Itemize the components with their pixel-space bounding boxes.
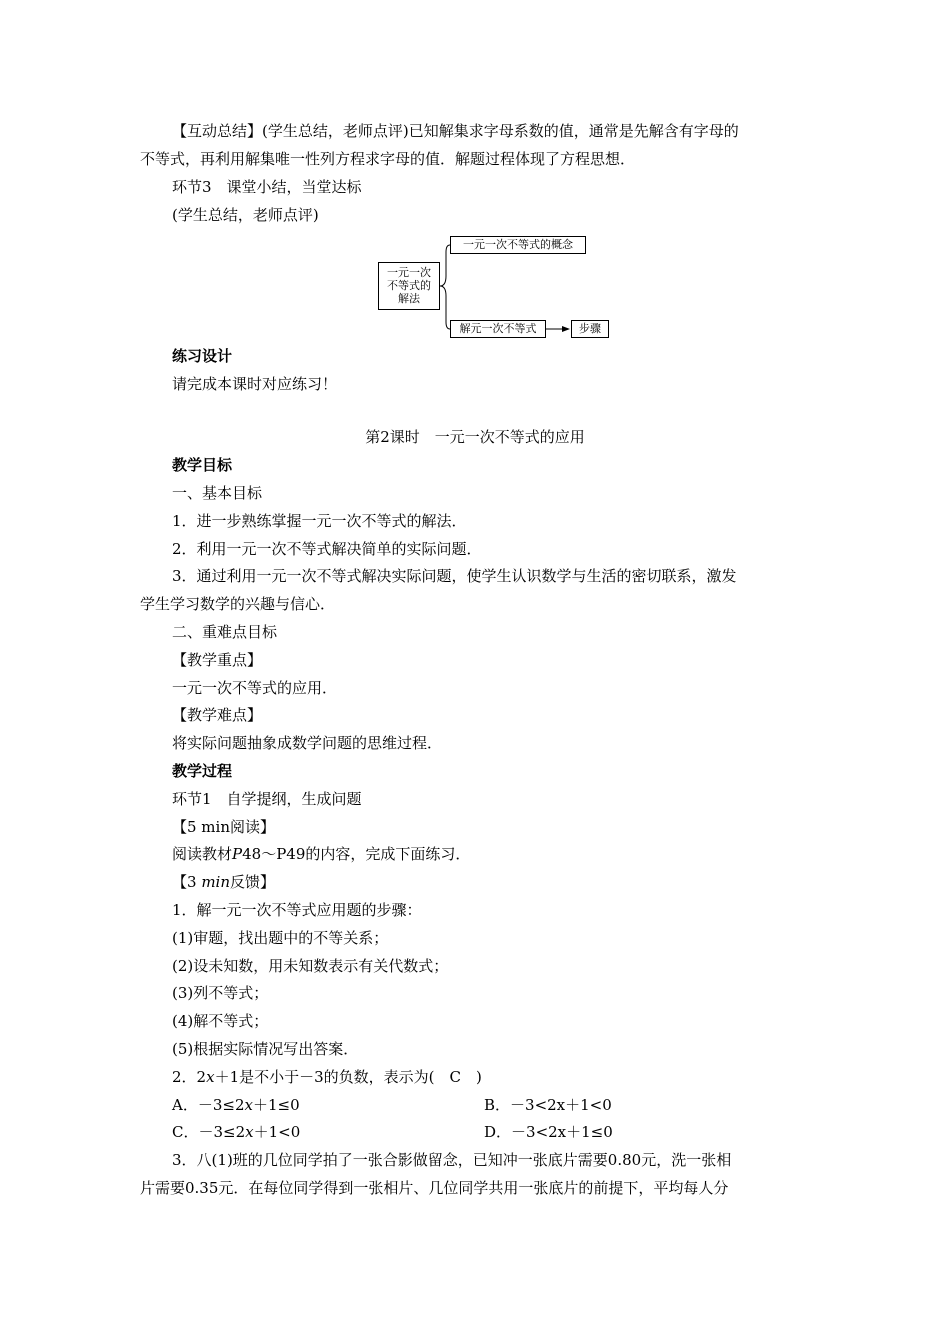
practice-heading: 练习设计 <box>172 347 233 365</box>
option-b: B．－3<2x＋1<0 <box>484 1096 612 1114</box>
feedback-post: 反馈】 <box>230 873 276 891</box>
step-5: (5)根据实际情况写出答案． <box>172 1040 359 1058</box>
diagram-main-line-2: 不等式的 <box>387 279 431 292</box>
question-3-line-1: 3．八(1)班的几位同学拍了一张合影做留念，已知冲一张底片需要0.80元，洗一张相 <box>172 1151 732 1169</box>
process-heading: 教学过程 <box>172 762 233 780</box>
difficulty-text: 将实际问题抽象成数学问题的思维过程． <box>172 734 443 752</box>
question-1: 1．解一元一次不等式应用题的步骤： <box>172 901 422 919</box>
goal-3-line-2: 学生学习数学的兴趣与信心． <box>140 595 336 613</box>
feedback-min: min <box>201 873 230 891</box>
diagram-concept-box: 一元一次不等式的概念 <box>450 236 586 254</box>
option-a <box>172 1096 300 1114</box>
options-row-2 <box>172 1122 852 1142</box>
option-a-pre: A．－3≤2 <box>172 1096 245 1114</box>
goal-2: 2．利用一元一次不等式解决简单的实际问题． <box>172 540 482 558</box>
diagram-main-box <box>378 262 440 310</box>
basic-goals-heading: 一、基本目标 <box>172 484 263 502</box>
q2-pre: 2．2 <box>172 1068 207 1086</box>
difficulty-heading: 【教学难点】 <box>172 706 263 724</box>
step-4: (4)解不等式； <box>172 1012 269 1030</box>
key-goals-heading: 二、重难点目标 <box>172 623 278 641</box>
option-a-var: x <box>244 1096 253 1114</box>
summary-line-2: 不等式，再利用解集唯一性列方程求字母的值．解题过程体现了方程思想． <box>140 150 636 168</box>
step-2: (2)设未知数，用未知数表示有关代数式； <box>172 957 449 975</box>
q2-var: x <box>206 1068 215 1086</box>
section-3-heading: 环节3 课堂小结，当堂达标 <box>172 178 362 196</box>
diagram-main-line-1: 一元一次 <box>387 266 431 279</box>
question-2 <box>172 1067 852 1087</box>
review-note: (学生总结，老师点评) <box>172 206 319 224</box>
reading-text-post: 48～P49的内容，完成下面练习． <box>242 845 471 863</box>
key-point-text: 一元一次不等式的应用． <box>172 679 338 697</box>
option-c <box>172 1123 300 1141</box>
diagram-main-line-3: 解法 <box>398 292 420 305</box>
feedback-pre: 【3 <box>172 873 202 891</box>
step-3: (3)列不等式； <box>172 984 269 1002</box>
reading-heading: 【5 min阅读】 <box>172 818 275 836</box>
option-a-post: ＋1≤0 <box>252 1096 300 1114</box>
options-row-1 <box>172 1095 852 1115</box>
goals-heading: 教学目标 <box>172 456 233 474</box>
step-1: (1)审题，找出题中的不等关系； <box>172 929 389 947</box>
key-point-heading: 【教学重点】 <box>172 651 263 669</box>
option-d: D．－3<2x＋1≤0 <box>484 1123 613 1141</box>
q2-post: ＋1是不小于－3的负数，表示为( C ) <box>214 1068 482 1086</box>
lesson-2-title: 第2课时 一元一次不等式的应用 <box>365 428 585 446</box>
reading-text-pre: 阅读教材 <box>172 845 233 863</box>
question-3-line-2: 片需要0.35元．在每位同学得到一张相片、几位同学共用一张底片的前提下，平均每人分 <box>140 1179 729 1197</box>
goal-1: 1．进一步熟练掌握一元一次不等式的解法． <box>172 512 467 530</box>
feedback-heading <box>172 872 852 892</box>
option-c-var: x <box>245 1123 254 1141</box>
option-c-pre: C．－3≤2 <box>172 1123 246 1141</box>
section-1-heading: 环节1 自学提纲，生成问题 <box>172 790 362 808</box>
practice-text: 请完成本课时对应练习！ <box>172 375 338 393</box>
reading-page-p: P <box>232 845 243 863</box>
concept-diagram <box>378 230 618 342</box>
reading-instruction <box>172 844 852 864</box>
goal-3-line-1: 3．通过利用一元一次不等式解决实际问题，使学生认识数学与生活的密切联系，激发 <box>172 567 737 585</box>
diagram-solve-box: 解元一次不等式 <box>450 320 546 338</box>
summary-line-1: 【互动总结】(学生总结，老师点评)已知解集求字母系数的值，通常是先解含有字母的 <box>172 122 739 140</box>
diagram-steps-box: 步骤 <box>571 320 609 338</box>
option-c-post: ＋1<0 <box>253 1123 301 1141</box>
